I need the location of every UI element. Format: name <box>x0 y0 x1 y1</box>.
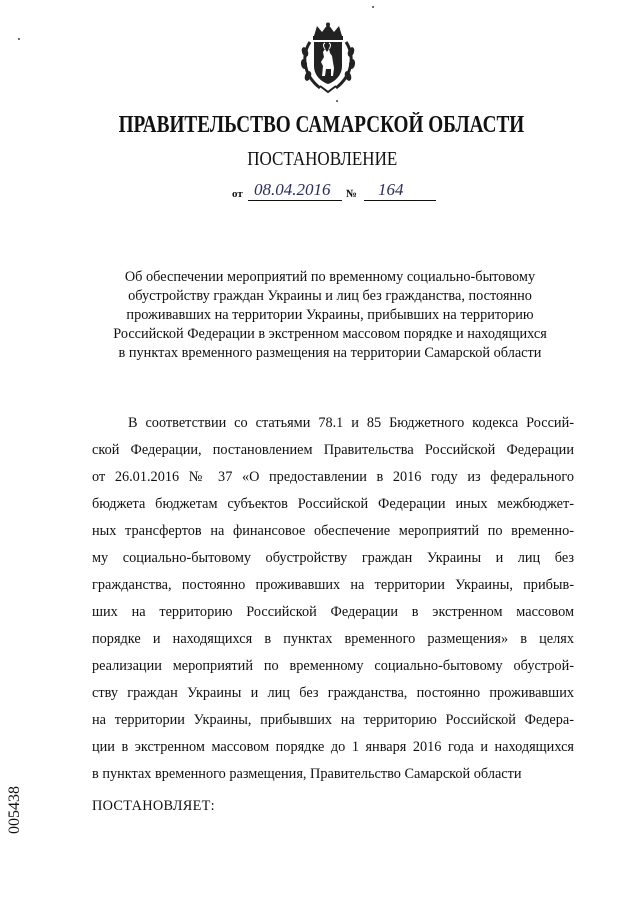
coat-of-arms-icon <box>298 22 358 94</box>
document-subject <box>80 268 580 363</box>
body-line: му социально-бытовому обустройству граждан Украины и лиц без <box>92 550 574 566</box>
body-line: реализации мероприятий по временному социально-бытовому обустрой- <box>92 658 574 674</box>
date-underline <box>248 200 342 201</box>
body-line: бюджета бюджетам субъектов Российской Федерации иных межбюджет- <box>92 496 574 512</box>
side-serial-number: 005438 <box>6 786 23 834</box>
preamble-paragraph <box>92 410 574 788</box>
subject-line: в пунктах временного размещения на территории Самарской области <box>118 345 542 361</box>
body-line: в пунктах временного размещения, Правительство Самарской области <box>92 766 522 782</box>
number-label: № <box>346 188 358 200</box>
government-title: ПРАВИТЕЛЬСТВО САМАРСКОЙ ОБЛАСТИ <box>118 112 525 138</box>
number-underline <box>364 200 436 201</box>
body-line: ству граждан Украины и лиц без гражданства, постоянно проживавших <box>92 685 574 701</box>
body-line: ции в экстренном массовом порядке до 1 января 2016 года и находящихся <box>92 739 574 755</box>
subject-line: Об обеспечении мероприятий по временному социально-бытовому <box>124 269 536 285</box>
scan-speck <box>372 6 374 8</box>
date-value: 08.04.2016 <box>254 180 331 199</box>
body-line: В соответствии со статьями 78.1 и 85 Бюджетного кодекса Россий- <box>128 415 574 431</box>
body-line: от 26.01.2016 № 37 «О предоставлении в 2016 году из федерального <box>92 469 574 485</box>
scan-speck <box>18 38 20 40</box>
body-line: ных трансфертов на финансовое обеспечение мероприятий по временно- <box>92 523 574 539</box>
subject-line: проживавших на территории Украины, прибывших на территорию <box>126 307 534 323</box>
resolves-heading: ПОСТАНОВЛЯЕТ: <box>92 798 215 814</box>
body-line: гражданства, постоянно проживавших на территории Украины, прибыв- <box>92 577 574 593</box>
subject-line: Российской Федерации в экстренном массовом порядке и находящихся <box>113 326 547 342</box>
body-line: ской Федерации, постановлением Правительства Российской Федерации <box>92 442 574 458</box>
document-type: ПОСТАНОВЛЕНИЕ <box>247 148 398 170</box>
body-line: порядке и находящихся в пунктах временного размещения» в целях <box>92 631 574 647</box>
scan-speck <box>336 100 338 102</box>
body-line: на территории Украины, прибывших на территорию Российской Федера- <box>92 712 574 728</box>
date-label: от <box>232 188 243 200</box>
subject-line: обустройству граждан Украины и лиц без гражданства, постоянно <box>128 288 532 304</box>
body-line: ших на территорию Российской Федерации в экстренном массовом <box>92 604 574 620</box>
number-value: 164 <box>378 180 404 199</box>
date-and-number-line <box>232 180 452 204</box>
